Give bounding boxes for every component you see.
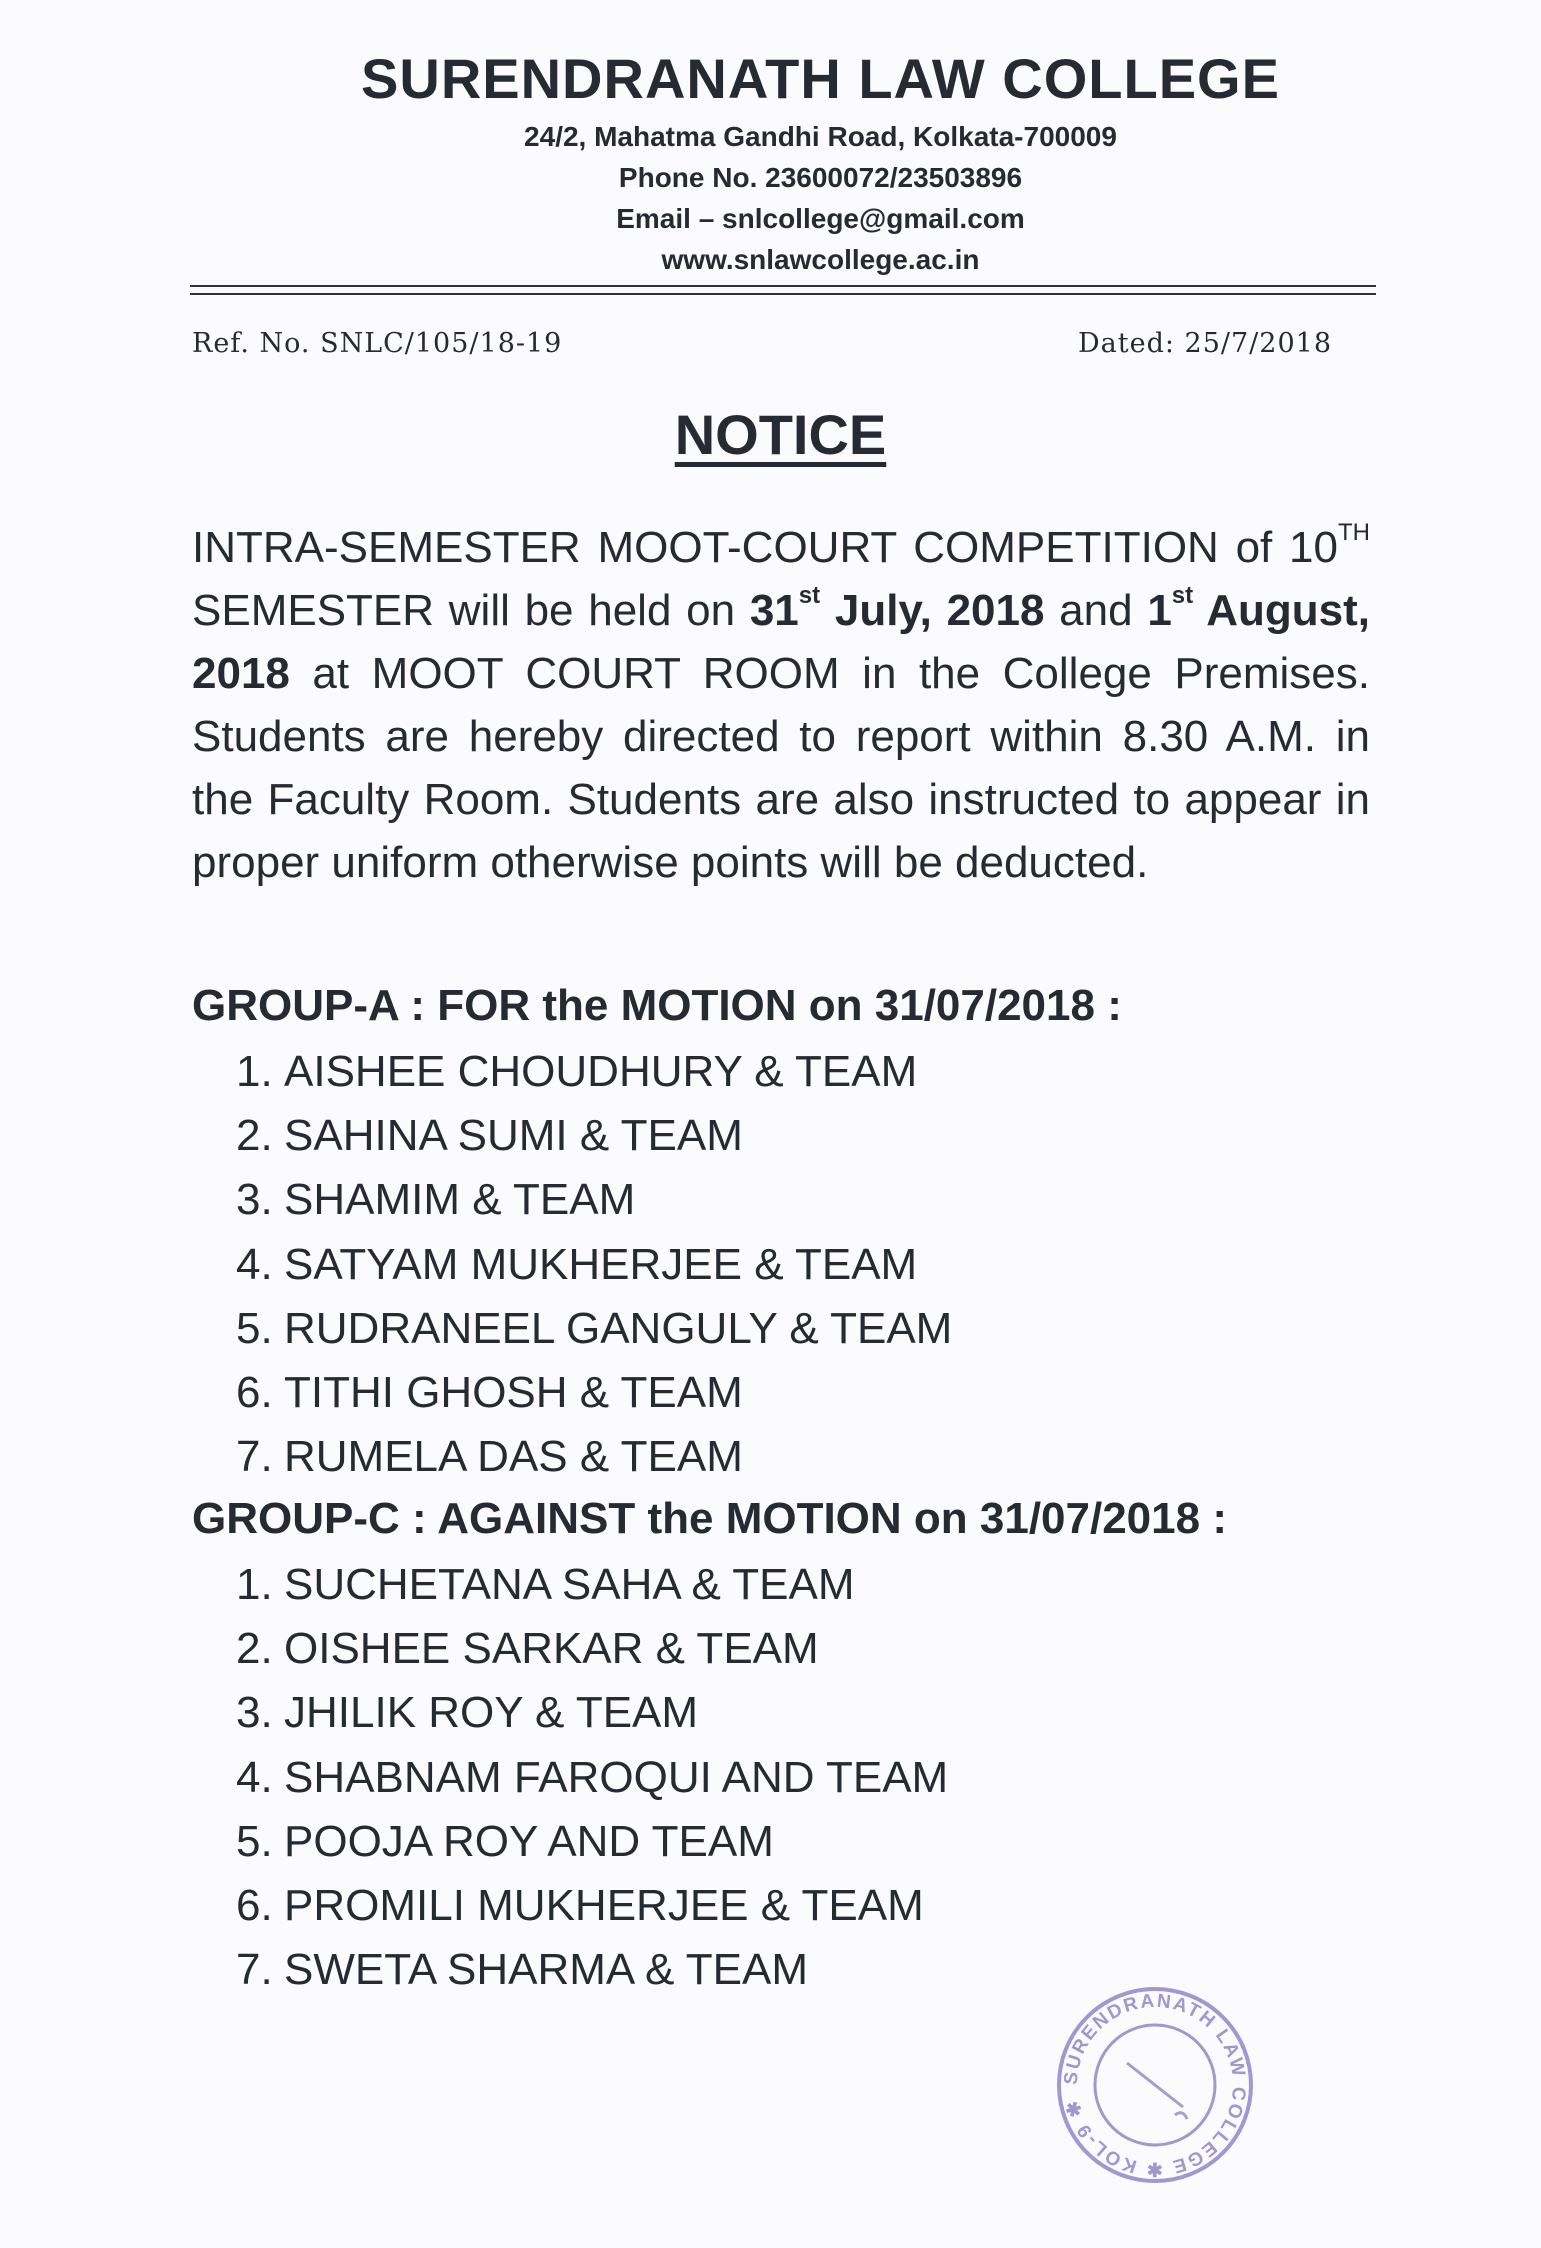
team-name: PROMILI MUKHERJEE & TEAM	[284, 1881, 924, 1931]
list-number: 7.	[236, 1432, 273, 1482]
team-name: JHILIK ROY & TEAM	[284, 1688, 699, 1738]
list-number: 1.	[236, 1560, 273, 1609]
team-name: RUMELA DAS & TEAM	[284, 1432, 743, 1482]
college-seal-stamp	[1055, 1985, 1255, 2185]
team-name: SHAMIM & TEAM	[284, 1175, 636, 1225]
list-number: 5.	[236, 1816, 273, 1866]
superscript: st	[1171, 582, 1194, 610]
stamp-text: SURENDRANATH LAW COLLEGE ✱ KOL-9 ✱	[1060, 1990, 1250, 2180]
college-email: Email – snlcollege@gmail.com	[616, 203, 1025, 234]
team-name: OISHEE SARKAR & TEAM	[284, 1624, 819, 1674]
list-item	[236, 1617, 948, 1681]
body-text: SEMESTER will be held on	[192, 586, 750, 635]
notice-title-text: NOTICE	[674, 403, 887, 466]
list-number: 3.	[236, 1175, 273, 1225]
team-name: POOJA ROY AND TEAM	[284, 1816, 774, 1866]
list-number: 2.	[236, 1624, 273, 1674]
notice-body	[192, 516, 1370, 894]
list-number: 6.	[236, 1881, 273, 1931]
team-name: RUDRANEEL GANGULY & TEAM	[284, 1303, 953, 1353]
list-item	[236, 1938, 948, 2002]
team-name: SAHINA SUMI & TEAM	[284, 1111, 743, 1161]
team-name: TITHI GHOSH & TEAM	[284, 1368, 743, 1418]
list-item	[236, 1361, 952, 1425]
list-number: 4.	[236, 1239, 273, 1289]
reference-number: Ref. No. SNLC/105/18-19	[192, 328, 563, 359]
team-name: SWETA SHARMA & TEAM	[284, 1945, 809, 1995]
letterhead	[0, 42, 1541, 280]
date-text: July, 2018	[820, 586, 1045, 635]
body-text: INTRA-SEMESTER MOOT-COURT COMPETITION of 10	[192, 523, 1338, 572]
list-item	[236, 1874, 948, 1938]
team-name: AISHEE CHOUDHURY & TEAM	[284, 1047, 918, 1096]
superscript: TH	[1338, 519, 1370, 547]
college-address: 24/2, Mahatma Gandhi Road, Kolkata-700009	[524, 121, 1117, 152]
list-number: 2.	[236, 1111, 273, 1161]
list-number: 1.	[236, 1047, 273, 1096]
college-name: SURENDRANATH LAW COLLEGE	[361, 47, 1280, 110]
reference-line	[192, 328, 1332, 359]
list-item	[236, 1104, 952, 1168]
body-text: and	[1044, 586, 1148, 635]
group-a-heading: GROUP-A : FOR the MOTION on 31/07/2018 :	[192, 981, 1122, 1030]
superscript: st	[798, 582, 821, 610]
list-item	[236, 1233, 952, 1297]
date-text: 31	[749, 586, 799, 635]
team-name: SATYAM MUKHERJEE & TEAM	[284, 1239, 918, 1289]
list-item	[236, 1168, 952, 1232]
header-divider-bottom	[190, 293, 1376, 295]
list-number: 5.	[236, 1303, 273, 1353]
college-phone: Phone No. 23600072/23503896	[618, 162, 1023, 193]
list-item	[236, 1425, 952, 1489]
group-a-team-list	[236, 1040, 952, 1489]
header-divider-top	[190, 285, 1376, 287]
group-c-heading: GROUP-C : AGAINST the MOTION on 31/07/2018 :	[192, 1494, 1227, 1543]
list-number: 6.	[236, 1368, 273, 1418]
list-number: 4.	[236, 1752, 273, 1802]
group-c-team-list	[236, 1553, 948, 2002]
body-text: at MOOT COURT ROOM in the College Premises. Students are hereby directed to report within 8.30 A.M. in the Faculty Room. Students are also instructed to appear in proper uniform otherwise points will be deducted.	[192, 649, 1370, 887]
list-number: 7.	[236, 1945, 273, 1995]
team-name: SHABNAM FAROQUI AND TEAM	[284, 1752, 949, 1802]
list-item	[236, 1297, 952, 1361]
notice-date: Dated: 25/7/2018	[1078, 328, 1332, 359]
list-item	[236, 1746, 948, 1810]
date-text: 1	[1147, 586, 1172, 635]
list-item	[236, 1810, 948, 1874]
team-name: SUCHETANA SAHA & TEAM	[284, 1560, 855, 1609]
notice-title	[0, 402, 1541, 467]
list-item	[236, 1681, 948, 1745]
date-text: August, 2018	[192, 586, 1370, 698]
list-number: 3.	[236, 1688, 273, 1738]
list-item	[236, 1553, 948, 1617]
college-website: www.snlawcollege.ac.in	[661, 244, 980, 275]
list-item	[236, 1040, 952, 1104]
